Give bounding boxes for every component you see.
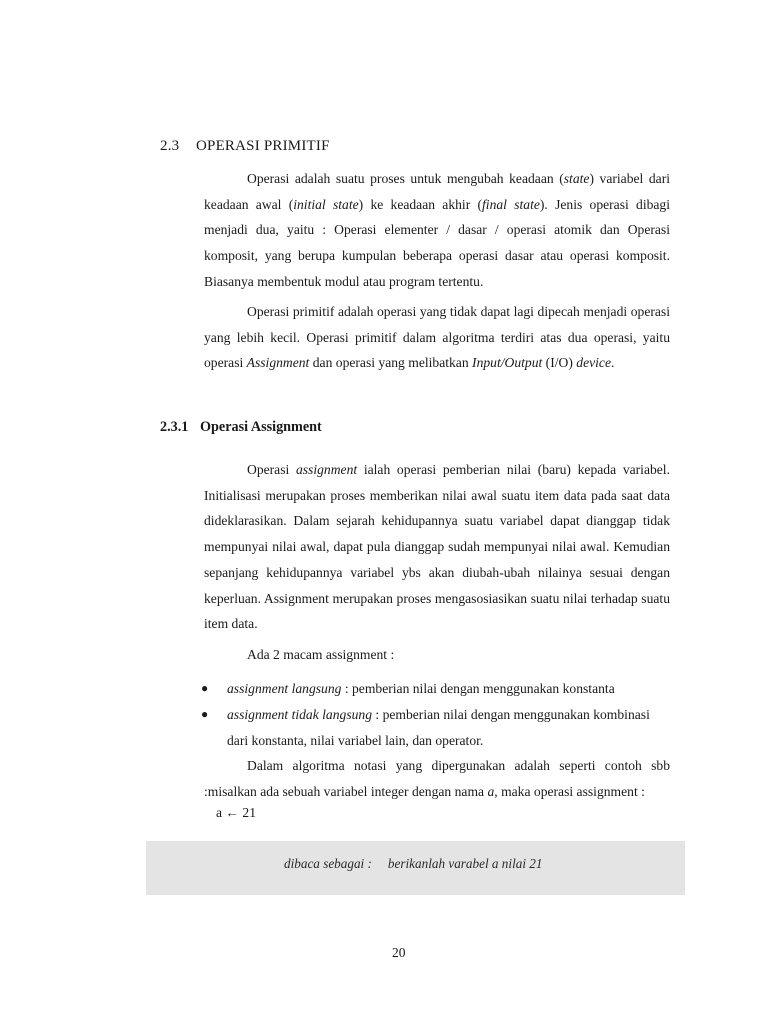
box-text: berikanlah varabel a nilai 21 (387, 856, 543, 871)
subsection-title: Operasi Assignment (200, 419, 322, 435)
paragraph-macam-assignment: Ada 2 macam assignment : (247, 647, 395, 662)
section-heading (160, 138, 330, 155)
subsection-number: 2.3.1 (160, 419, 189, 435)
bullet-icon: ● (201, 681, 209, 695)
section-number: 2.3 (160, 138, 180, 154)
bullet-icon: ● (201, 707, 209, 721)
assignment-formula: a ← 21 (216, 805, 257, 820)
list-item: ● assignment langsung : pemberian nilai dengan menggunakan konstanta (201, 676, 671, 702)
paragraph-operasi: Operasi adalah suatu proses untuk mengubah keadaan (state) variabel dari keadaan awal (initial state) ke keadaan akhir (final state). Jenis operasi dibagi menjadi dua, yaitu : Operasi elementer / dasar / operasi atomik dan Operasi komposit, yang berupa kumpulan beberapa operasi dasar atau operasi komposit. Biasanya membentuk modul atau program tertentu. (204, 171, 671, 289)
subsection-heading (160, 419, 322, 436)
example-box (146, 841, 685, 895)
paragraph-operasi-primitif: Operasi primitif adalah operasi yang tidak dapat lagi dipecah menjadi operasi yang lebih kecil. Operasi primitif dalam algoritma terdiri atas dua operasi, yaitu operasi Assignment dan operasi yang melibatkan Input/Output (I/O) device. (204, 304, 670, 371)
paragraph-assignment: Operasi assignment ialah operasi pemberian nilai (baru) kepada variabel. Initialisasi merupakan proses memberikan nilai awal suatu item data pada saat data dideklarasikan. Dalam sejarah kehidupannya suatu variabel dapat dianggap tidak mempunyai nilai awal, dapat pula dianggap sudah mempunyai nilai awal. Kemudian sepanjang kehidupannya variabel ybs akan diubah-ubah nilainya sesuai dengan keperluan. Assignment merupakan proses mengasosiasikan suatu nilai terhadap suatu item data. (204, 462, 670, 632)
page-number: 20 (392, 945, 406, 960)
paragraph-notasi: Dalam algoritma notasi yang dipergunakan adalah seperti contoh sbb :misalkan ada sebuah variabel integer dengan nama a, maka operasi assignment : (204, 758, 670, 799)
section-title: OPERASI PRIMITIF (196, 138, 330, 154)
box-label: dibaca sebagai : (284, 856, 372, 871)
list-item: ● assignment tidak langsung : pemberian nilai dengan menggunakan kombinasi dari konstanta, nilai variabel lain, dan operator. (201, 702, 671, 753)
